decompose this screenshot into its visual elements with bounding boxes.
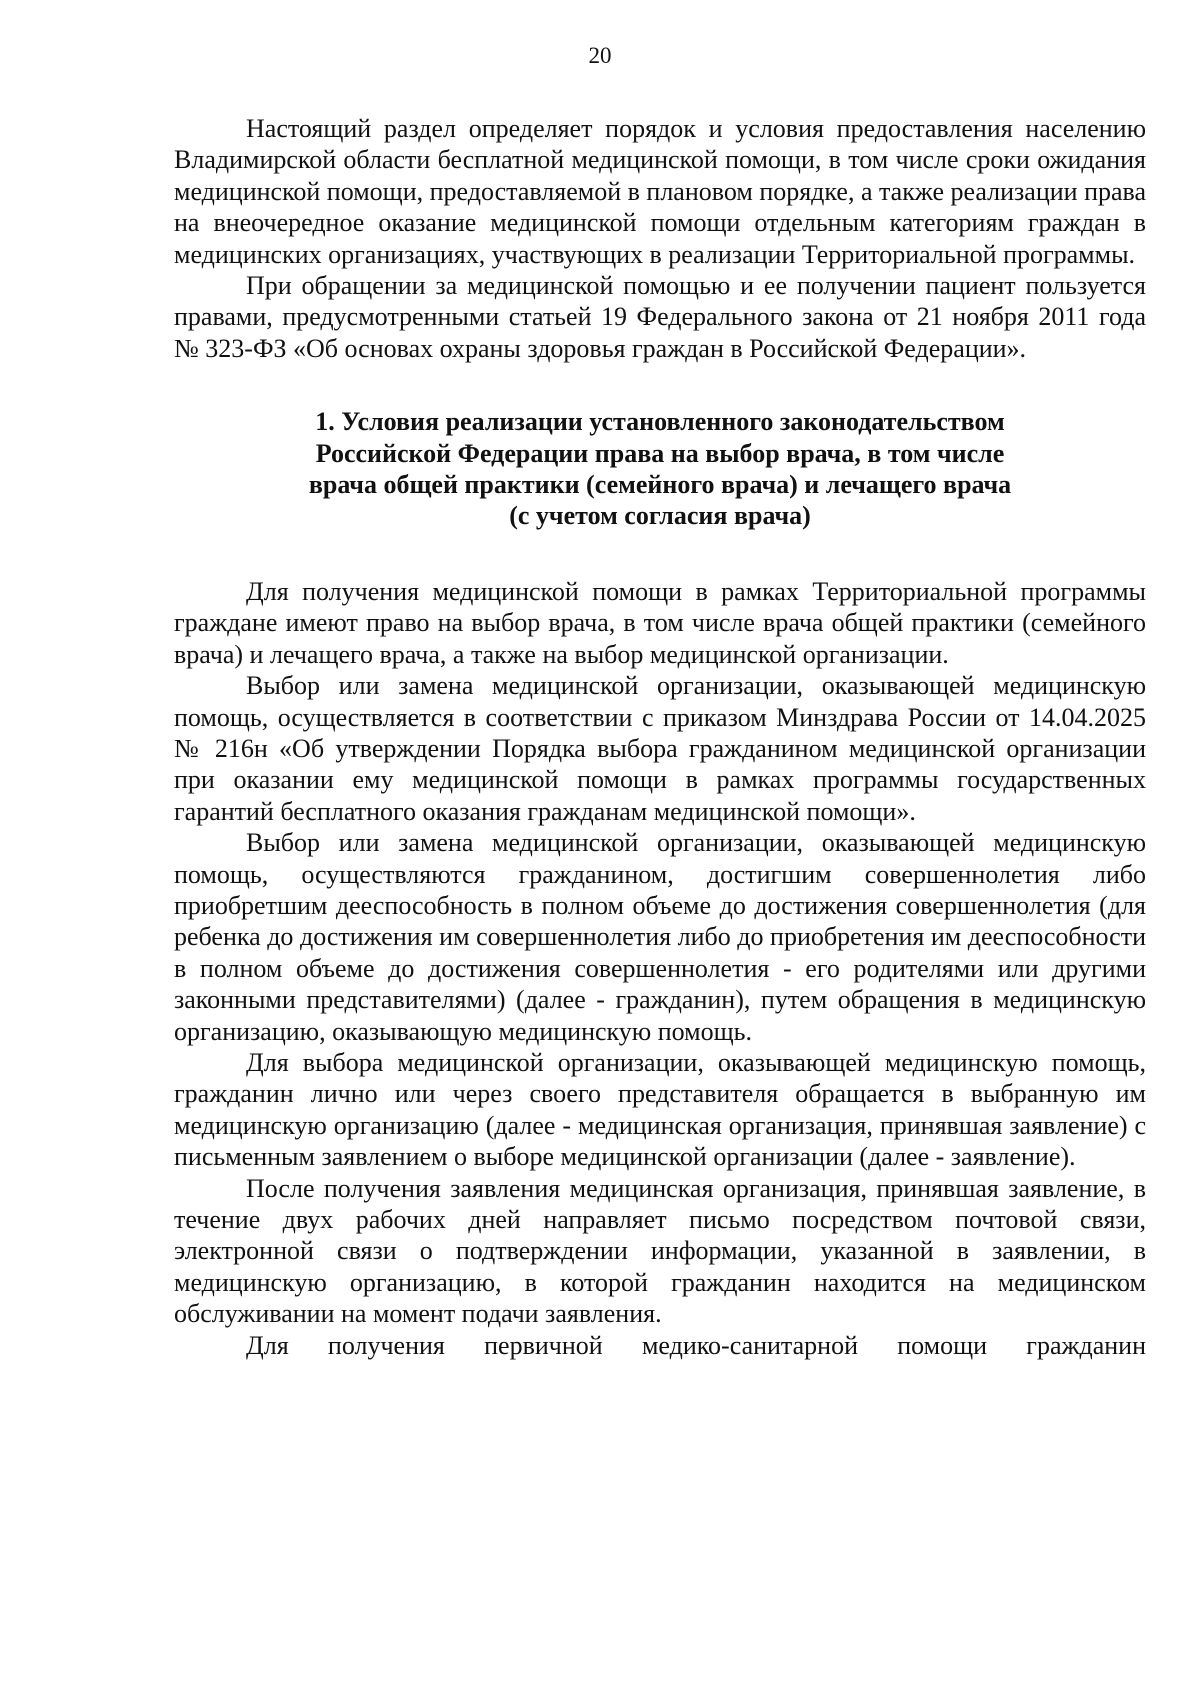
paragraph: Выбор или замена медицинской организации, оказывающей медицинскую помощь, осуществляется в соответствии с приказом Минздрава России от 14.04.2025 № 216н «Об утверждении Порядка выбора гражданином медицинской организации при оказании ему медицинской помощи в рамках программы государственных гарантий бесплатного оказания гражданам медицинской помощи».	[174, 671, 1146, 826]
section-heading-line: Российской Федерации права на выбор врача, в том числе	[315, 438, 1005, 468]
paragraph: После получения заявления медицинская организация, принявшая заявление, в течение двух рабочих дней направляет письмо посредством почтовой связи, электронной связи о подтверждении информации, указанной в заявлении, в медицинскую организацию, в которой гражданин находится на медицинском обслуживании на момент подачи заявления.	[174, 1173, 1146, 1329]
paragraph: Для получения первичной медико-санитарной помощи гражданин	[246, 1330, 1146, 1360]
paragraph: Для получения медицинской помощи в рамках Территориальной программы граждане имеют право на выбор врача, в том числе врача общей практики (семейного врача) и лечащего врача, а также на выбор медицинской организации.	[174, 576, 1146, 669]
paragraph: Выбор или замена медицинской организации, оказывающей медицинскую помощь, осуществляются гражданином, достигшим совершеннолетия либо приобретшим дееспособность в полном объеме до достижения совершеннолетия (для ребенка до достижения им совершеннолетия либо до приобретения им дееспособности в полном объеме до достижения совершеннолетия - его родителями или другими законными представителями) (далее - гражданин), путем обращения в медицинскую организацию, оказывающую медицинскую помощь.	[174, 828, 1146, 1046]
paragraph: Настоящий раздел определяет порядок и условия предоставления населению Владимирской области бесплатной медицинской помощи, в том числе сроки ожидания медицинской помощи, предоставляемой в плановом порядке, а также реализации права на внеочередное оказание медицинской помощи отдельным категориям граждан в медицинских организациях, участвующих в реализации Территориальной программы.	[174, 114, 1146, 269]
section-heading	[174, 406, 1146, 532]
page-number: 20	[588, 43, 612, 68]
section-heading-line: (с учетом согласия врача)	[509, 501, 811, 531]
paragraph: При обращении за медицинской помощью и ее получении пациент пользуется правами, предусмотренными статьей 19 Федерального закона от 21 ноября 2011 года № 323-ФЗ «Об основах охраны здоровья граждан в Российской Федерации».	[174, 271, 1146, 363]
paragraph: Для выбора медицинской организации, оказывающей медицинскую помощь, гражданин лично или через своего представителя обращается в выбранную им медицинскую организацию (далее - медицинская организация, принявшая заявление) с письменным заявлением о выборе медицинской организации (далее - заявление).	[174, 1047, 1146, 1172]
section-heading-line: 1. Условия реализации установленного законодательством	[315, 407, 1005, 437]
document-body	[174, 113, 1146, 1361]
section-heading-line: врача общей практики (семейного врача) и лечащего врача	[308, 470, 1012, 500]
